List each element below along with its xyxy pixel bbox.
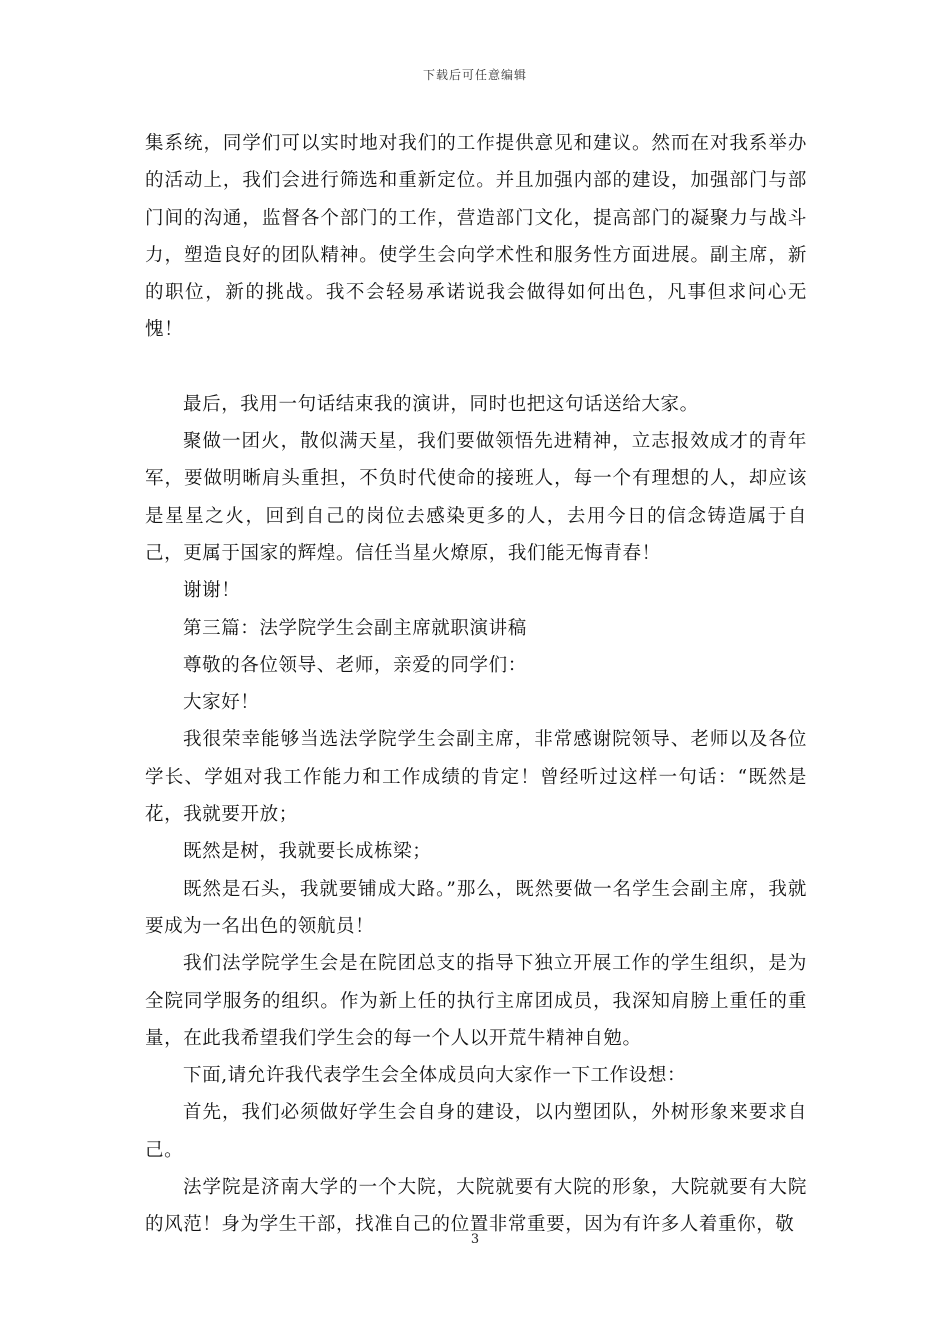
paragraph: 我很荣幸能够当选法学院学生会副主席，非常感谢院领导、老师以及各位学长、学姐对我工作能力和工作成绩的肯定！曾经听过这样一句话：“既然是花，我就要开放； xyxy=(145,729,807,826)
paragraph: 集系统，同学们可以实时地对我们的工作提供意见和建议。然而在对我系举办的活动上，我们会进行筛选和重新定位。并且加强内部的建设，加强部门与部门间的沟通，监督各个部门的工作，营造部门文化，提高部门的凝聚力与战斗力，塑造良好的团队精神。使学生会向学术性和服务性方面进展。副主席，新的职位，新的挑战。我不会轻易承诺说我会做得如何出色，凡事但求问心无愧！ xyxy=(145,133,807,341)
paragraph: 最后，我用一句话结束我的演讲，同时也把这句话送给大家。 xyxy=(183,393,699,415)
document-body xyxy=(145,125,807,1244)
paragraph: 法学院是济南大学的一个大院，大院就要有大院的形象，大院就要有大院的风范！身为学生干部，找准自己的位置非常重要，因为有许多人着重你，敬 xyxy=(145,1177,807,1236)
paragraph: 既然是石头，我就要铺成大路。”那么，既然要做一名学生会副主席，我就要成为一名出色的领航员！ xyxy=(145,878,807,937)
paragraph: 既然是树，我就要长成栋梁； xyxy=(183,841,432,863)
salutation: 尊敬的各位领导、老师，亲爱的同学们： xyxy=(183,654,527,676)
paragraph: 我们法学院学生会是在院团总支的指导下独立开展工作的学生组织，是为全院同学服务的组织。作为新上任的执行主席团成员，我深知肩膀上重任的重量，在此我希望我们学生会的每一个人以开荒牛精神自勉。 xyxy=(145,953,807,1049)
section-title: 第三篇：法学院学生会副主席就职演讲稿 xyxy=(183,617,527,639)
greeting: 大家好！ xyxy=(183,692,260,714)
paragraph: 首先，我们必须做好学生会自身的建设，以内塑团队，外树形象来要求自己。 xyxy=(145,1102,807,1161)
page-number: 3 xyxy=(470,1232,480,1247)
paragraph: 谢谢！ xyxy=(183,580,241,602)
page-header: 下载后可任意编辑 xyxy=(422,68,527,82)
paragraph: 聚做一团火，散似满天星，我们要做领悟先进精神，立志报效成才的青年军，要做明晰肩头重担，不负时代使命的接班人，每一个有理想的人，却应该是星星之火，回到自己的岗位去感染更多的人，去用今日的信念铸造属于自己，更属于国家的辉煌。信任当星火燎原，我们能无悔青春！ xyxy=(145,431,807,564)
paragraph: 下面,请允许我代表学生会全体成员向大家作一下工作设想： xyxy=(183,1065,687,1087)
